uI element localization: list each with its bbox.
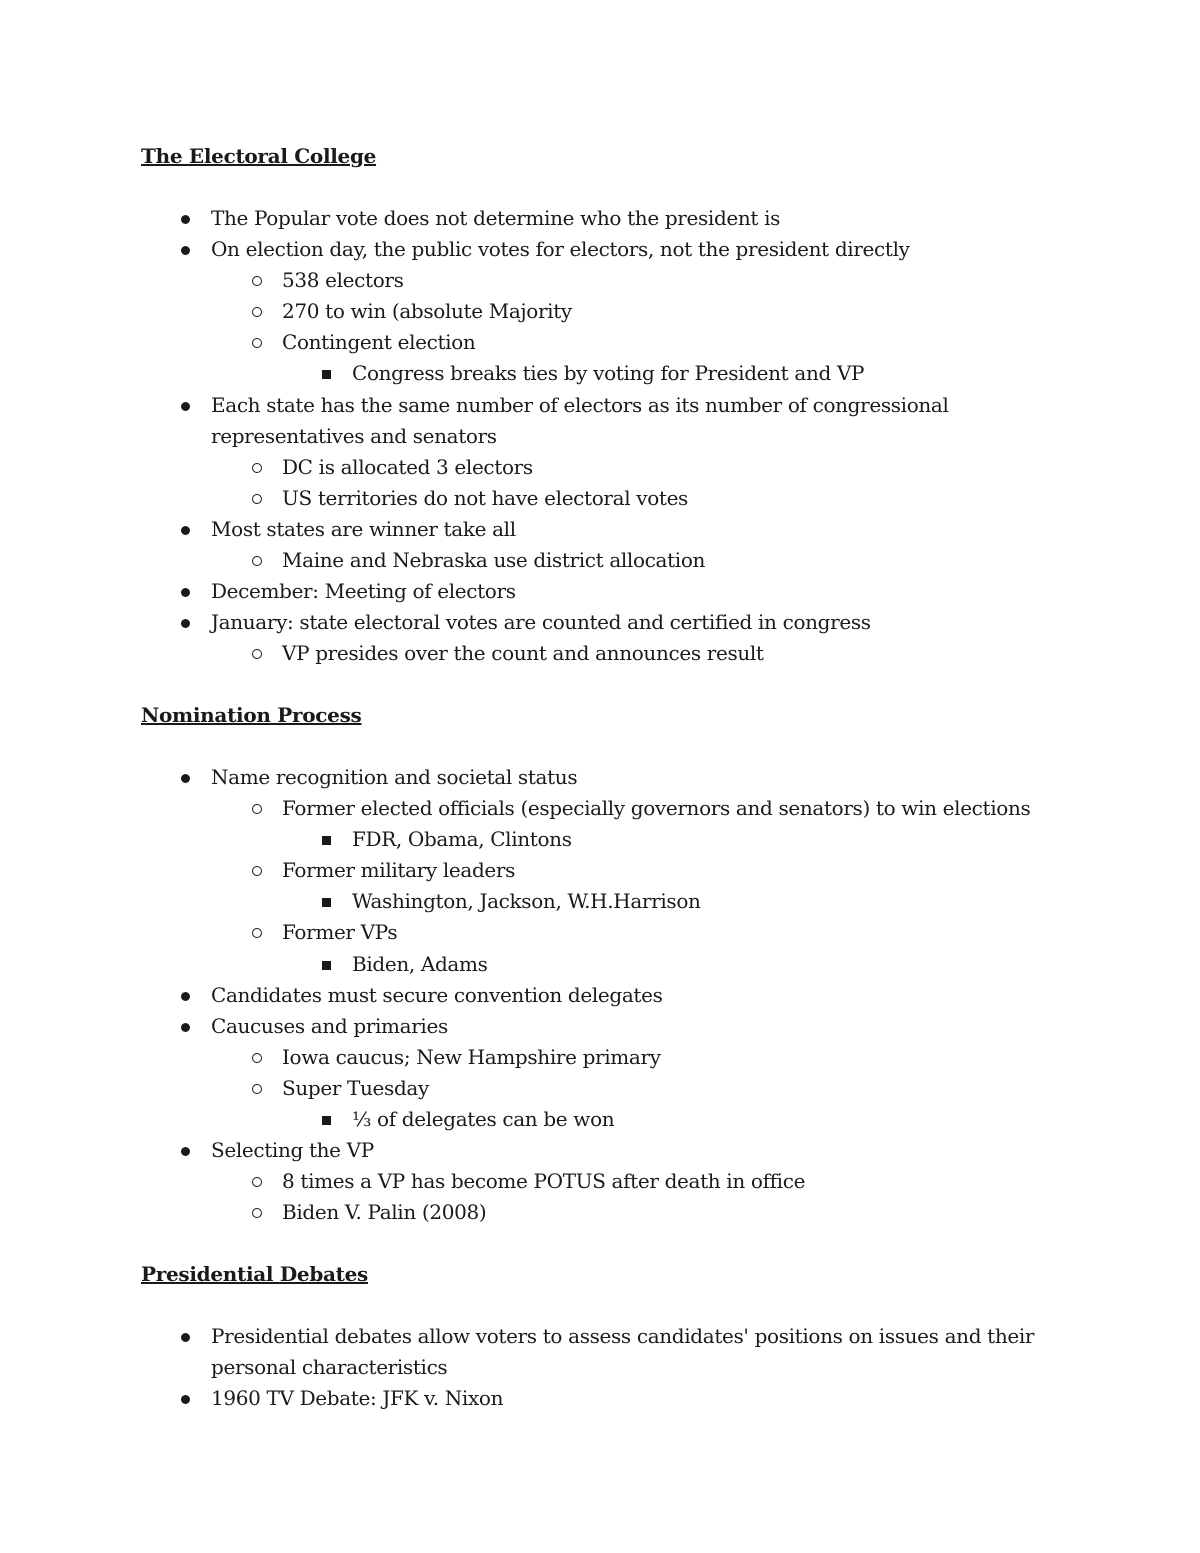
- list-item: Contingent election: [141, 327, 1101, 358]
- bullet-disc-icon: [181, 1395, 190, 1404]
- bullet-square-icon: [322, 1116, 331, 1125]
- list-item: Biden V. Palin (2008): [141, 1197, 1101, 1228]
- list-item: Super Tuesday: [141, 1073, 1101, 1104]
- list-item: Caucuses and primaries: [141, 1011, 1101, 1042]
- section-nomination-process: [141, 700, 1101, 1228]
- bullet-circle-icon: [252, 307, 262, 317]
- list-item: Congress breaks ties by voting for President and VP: [141, 358, 1101, 389]
- bullet-circle-icon: [252, 338, 262, 348]
- bullet-disc-icon: [181, 402, 190, 411]
- bullet-circle-icon: [252, 1084, 262, 1094]
- bullet-disc-icon: [181, 1147, 190, 1156]
- bullet-circle-icon: [252, 1177, 262, 1187]
- bullet-circle-icon: [252, 276, 262, 286]
- list-item: Former military leaders: [141, 855, 1101, 886]
- list-item: Each state has the same number of electors as its number of congressional representatives and senators: [141, 390, 1101, 452]
- list-item: 1960 TV Debate: JFK v. Nixon: [141, 1383, 1101, 1414]
- list-item: The Popular vote does not determine who the president is: [141, 203, 1101, 234]
- bullet-circle-icon: [252, 928, 262, 938]
- list-item: Former VPs: [141, 917, 1101, 948]
- list-item: ⅓ of delegates can be won: [141, 1104, 1101, 1135]
- list-item: FDR, Obama, Clintons: [141, 824, 1101, 855]
- bullet-circle-icon: [252, 556, 262, 566]
- list-item: VP presides over the count and announces result: [141, 638, 1101, 669]
- bullet-list: [141, 203, 1101, 669]
- bullet-circle-icon: [252, 463, 262, 473]
- list-item: Former elected officials (especially governors and senators) to win elections: [141, 793, 1101, 824]
- list-item: Name recognition and societal status: [141, 762, 1101, 793]
- list-item: Iowa caucus; New Hampshire primary: [141, 1042, 1101, 1073]
- bullet-disc-icon: [181, 774, 190, 783]
- section-heading: Nomination Process: [141, 703, 362, 727]
- bullet-disc-icon: [181, 1333, 190, 1342]
- list-item: December: Meeting of electors: [141, 576, 1101, 607]
- list-item: January: state electoral votes are counted and certified in congress: [141, 607, 1101, 638]
- bullet-circle-icon: [252, 649, 262, 659]
- bullet-list: [141, 1321, 1101, 1414]
- bullet-list: [141, 762, 1101, 1228]
- list-item: DC is allocated 3 electors: [141, 452, 1101, 483]
- bullet-circle-icon: [252, 1053, 262, 1063]
- list-item: Biden, Adams: [141, 949, 1101, 980]
- bullet-circle-icon: [252, 494, 262, 504]
- bullet-circle-icon: [252, 804, 262, 814]
- list-item: 8 times a VP has become POTUS after death in office: [141, 1166, 1101, 1197]
- bullet-square-icon: [322, 961, 331, 970]
- list-item: Most states are winner take all: [141, 514, 1101, 545]
- section-electoral-college: [141, 141, 1101, 669]
- bullet-circle-icon: [252, 1208, 262, 1218]
- section-heading: The Electoral College: [141, 144, 377, 168]
- list-item: 538 electors: [141, 265, 1101, 296]
- bullet-disc-icon: [181, 619, 190, 628]
- bullet-disc-icon: [181, 588, 190, 597]
- list-item: Maine and Nebraska use district allocation: [141, 545, 1101, 576]
- section-heading: Presidential Debates: [141, 1262, 368, 1286]
- bullet-disc-icon: [181, 526, 190, 535]
- list-item: Selecting the VP: [141, 1135, 1101, 1166]
- list-item: Candidates must secure convention delegates: [141, 980, 1101, 1011]
- bullet-square-icon: [322, 836, 331, 845]
- list-item: Presidential debates allow voters to assess candidates' positions on issues and their personal characteristics: [141, 1321, 1061, 1383]
- bullet-disc-icon: [181, 992, 190, 1001]
- list-item: 270 to win (absolute Majority: [141, 296, 1101, 327]
- list-item: Washington, Jackson, W.H.Harrison: [141, 886, 1101, 917]
- bullet-square-icon: [322, 370, 331, 379]
- bullet-square-icon: [322, 898, 331, 907]
- list-item: US territories do not have electoral votes: [141, 483, 1101, 514]
- bullet-disc-icon: [181, 1023, 190, 1032]
- list-item: On election day, the public votes for electors, not the president directly: [141, 234, 1101, 265]
- bullet-circle-icon: [252, 866, 262, 876]
- section-presidential-debates: [141, 1259, 1101, 1414]
- bullet-disc-icon: [181, 215, 190, 224]
- bullet-disc-icon: [181, 246, 190, 255]
